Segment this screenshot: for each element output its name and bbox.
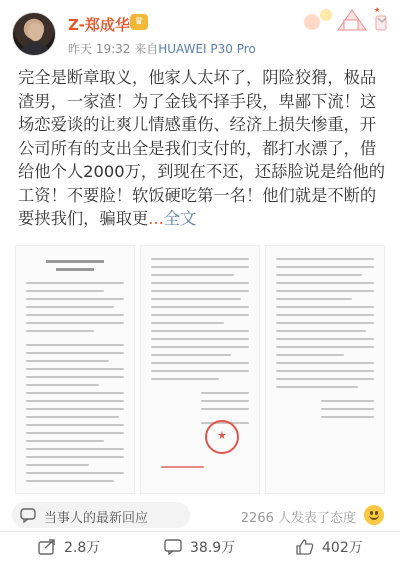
repost-count: 2.8万 <box>64 540 101 556</box>
comment-count: 38.9万 <box>190 540 236 556</box>
document-image-3[interactable] <box>265 245 385 494</box>
latest-response-button[interactable] <box>12 502 190 528</box>
like-count: 402万 <box>322 540 363 556</box>
post-body: 完全是断章取义，他家人太坏了，阴险狡猾，极品渣男，一家渣！为了金钱不择手段，卑鄙下流！这场恋爱谈的让爽儿情感重伤、经济上损失惨重，开公司所有的支出全是我们支付的，都打水漂了，借给他个人2000万，到现在不还，还舔脸说是给他的工资！不要脸！软饭硬吃第一名！他们就是不断的要挟我们，骗取更 <box>18 68 386 228</box>
vip-badge-icon: ♛ <box>130 14 148 30</box>
like-button[interactable] <box>296 532 363 562</box>
speech-bubble-icon <box>20 507 36 523</box>
document-image-1[interactable] <box>15 245 135 494</box>
thumbs-up-icon <box>296 539 314 555</box>
hot-response-bar <box>12 502 388 528</box>
comment-button[interactable] <box>164 532 235 562</box>
post-header <box>0 0 400 62</box>
full-text-link[interactable]: 全文 <box>163 209 197 228</box>
comment-icon <box>164 539 182 555</box>
device-source[interactable]: HUAWEI P30 Pro <box>158 42 256 56</box>
svg-text:★: ★ <box>374 6 381 14</box>
document-image-2[interactable] <box>140 245 260 494</box>
source-prefix: 来自 <box>134 42 159 56</box>
reaction-count[interactable]: 2266 人发表了态度 <box>240 511 356 526</box>
smiley-face-icon[interactable] <box>364 505 384 525</box>
post-time: 昨天 19:32 <box>68 42 131 56</box>
post-meta <box>68 40 256 57</box>
post-text <box>18 66 386 231</box>
repost-button[interactable] <box>38 532 100 562</box>
chevron-down-icon[interactable] <box>376 14 388 26</box>
latest-response-label: 当事人的最新回应 <box>44 511 149 526</box>
post-ellipsis: ... <box>148 209 164 228</box>
image-gallery <box>15 245 385 495</box>
user-name[interactable]: Z-郑成华 <box>68 16 130 34</box>
share-icon <box>38 539 56 555</box>
avatar[interactable] <box>12 12 56 56</box>
action-bar <box>0 532 400 562</box>
